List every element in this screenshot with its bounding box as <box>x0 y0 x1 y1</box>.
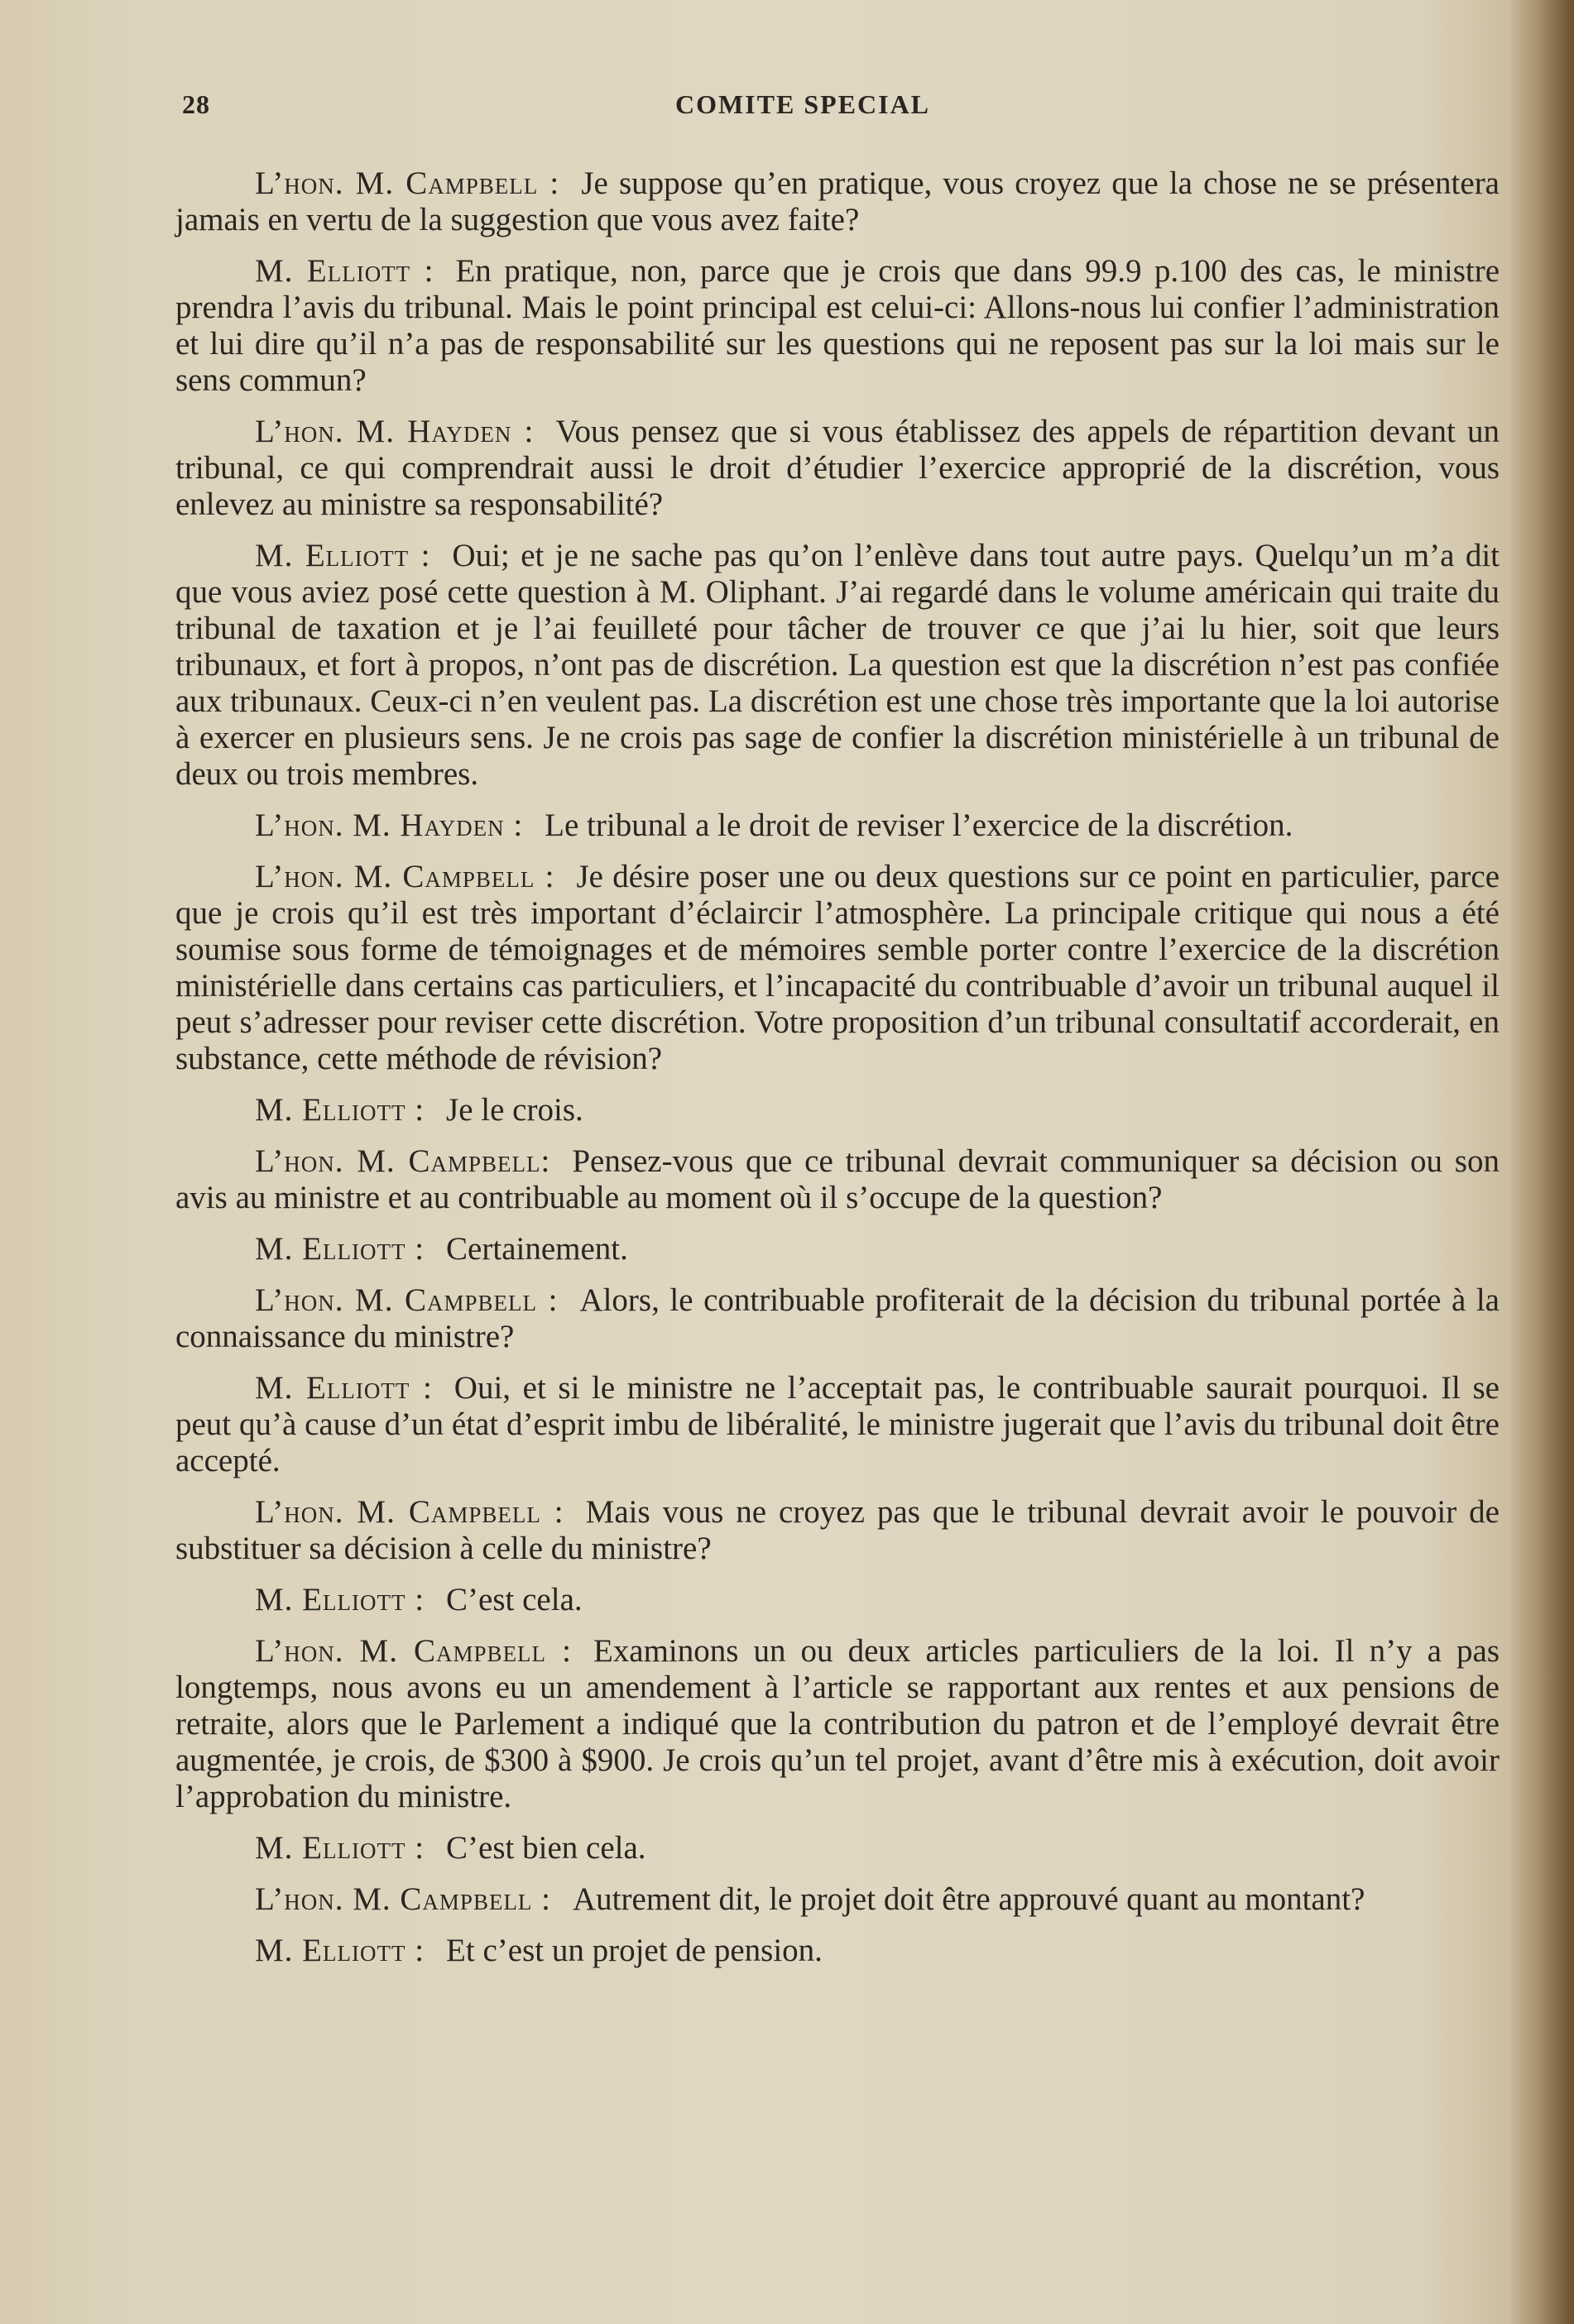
speaker-name: M. Elliott : <box>255 538 431 573</box>
speaker-name: M. Elliott : <box>255 1582 425 1617</box>
dialogue-text: Je le crois. <box>446 1092 583 1128</box>
dialogue-text: Oui; et je ne sache pas qu’on l’enlève dans tout autre pays. Quelqu’un m’a dit que vous aviez posé cette question à M. Oliphant. J’ai regardé dans le volume américain qui traite du tribunal de taxation et je l’ai feuilleté pour tâcher de trouver ce que j’ai lu hier, soit que leurs tribunaux, et fort à propos, n’ont pas de discrétion. La question est que la discrétion n’est pas confiée aux tribunaux. Ceux-ci n’en veulent pas. La discrétion est une chose très importante que la loi autorise à exercer en plusieurs sens. Je ne crois pas sage de confier la discrétion ministérielle à un tribunal de deux ou trois membres. <box>175 538 1500 792</box>
speaker-name: M. Elliott : <box>255 1830 425 1866</box>
dialogue-text: C’est bien cela. <box>446 1830 646 1866</box>
speaker-name: M. Elliott : <box>255 253 434 289</box>
speaker-name: L’hon. M. Campbell : <box>255 165 560 201</box>
dialogue-text: Alors, le contribuable profiterait de la décision du tribunal portée à la connaissance du ministre? <box>175 1282 1500 1354</box>
dialogue-paragraph <box>175 1933 1500 1969</box>
speaker-name: L’hon. M. Campbell : <box>255 1633 572 1669</box>
dialogue-paragraph <box>175 1231 1500 1267</box>
dialogue-text: Je suppose qu’en pratique, vous croyez que la chose ne se présentera jamais en vertu de la suggestion que vous avez faite? <box>175 165 1500 237</box>
dialogue-text: Pensez-vous que ce tribunal devrait communiquer sa décision ou son avis au ministre et au contribuable au moment où il s’occupe de la question? <box>175 1143 1500 1215</box>
dialogue-paragraph <box>175 1494 1500 1567</box>
speaker-name: M. Elliott : <box>255 1231 425 1267</box>
speaker-name: M. Elliott : <box>255 1933 425 1968</box>
dialogue-text: Je désire poser une ou deux questions sur ce point en particulier, parce que je crois qu’il est très important d’éclaircir l’atmosphère. La principale critique qui nous a été soumise sous forme de témoignages et de mémoires semble porter contre l’exercice de la discrétion ministérielle dans certains cas particuliers, et l’incapacité du contribuable d’avoir un tribunal auquel il peut s’adresser pour reviser cette discrétion. Votre proposition d’un tribunal consultatif accorderait, en substance, cette méthode de révision? <box>175 859 1500 1076</box>
dialogue-paragraph <box>175 1092 1500 1128</box>
dialogue-text: Autrement dit, le projet doit être approuvé quant au montant? <box>573 1881 1365 1917</box>
dialogue-text: Oui, et si le ministre ne l’acceptait pas, le contribuable saurait pourquoi. Il se peut qu’à cause d’un état d’esprit imbu de libéralité, le ministre jugerait que l’avis du tribunal doit être accepté. <box>175 1370 1500 1478</box>
speaker-name: M. Elliott : <box>255 1092 425 1128</box>
dialogue-paragraph <box>175 1881 1500 1918</box>
dialogue-text: Mais vous ne croyez pas que le tribunal devrait avoir le pouvoir de substituer sa décision à celle du ministre? <box>175 1494 1500 1566</box>
speaker-name: L’hon. M. Hayden : <box>255 414 535 449</box>
speaker-name: L’hon. M. Campbell : <box>255 1881 552 1917</box>
dialogue-paragraph <box>175 253 1500 399</box>
dialogue-paragraph <box>175 1282 1500 1355</box>
dialogue-text: Vous pensez que si vous établissez des appels de répartition devant un tribunal, ce qui comprendrait aussi le droit d’étudier l’exercice approprié de la discrétion, vous enlevez au ministre sa responsabilité? <box>175 414 1500 522</box>
dialogue-paragraph <box>175 414 1500 523</box>
speaker-name: L’hon. M. Campbell: <box>255 1143 551 1179</box>
speaker-name: M. Elliott : <box>255 1370 433 1406</box>
book-spine-shadow <box>1508 0 1574 2324</box>
page-header <box>182 89 1423 126</box>
dialogue-text: Le tribunal a le droit de reviser l’exercice de la discrétion. <box>545 807 1293 843</box>
dialogue-text: Examinons un ou deux articles particuliers de la loi. Il n’y a pas longtemps, nous avons eu un amendement à l’article se rapportant aux rentes et aux pensions de retraite, alors que le Parlement a indiqué que la contribution du patron et de l’employé devrait être augmentée, je crois, de $300 à $900. Je crois qu’un tel projet, avant d’être mis à exécution, doit avoir l’approbation du ministre. <box>175 1633 1500 1814</box>
transcript-body <box>175 165 1500 1984</box>
dialogue-paragraph <box>175 538 1500 793</box>
dialogue-paragraph <box>175 1370 1500 1479</box>
running-title: COMITE SPECIAL <box>674 89 931 119</box>
dialogue-text: C’est cela. <box>446 1582 583 1617</box>
dialogue-text: Et c’est un projet de pension. <box>446 1933 823 1968</box>
speaker-name: L’hon. M. Campbell : <box>255 1494 564 1530</box>
dialogue-paragraph <box>175 859 1500 1077</box>
dialogue-paragraph <box>175 1582 1500 1618</box>
dialogue-paragraph <box>175 1633 1500 1815</box>
dialogue-text: En pratique, non, parce que je crois que dans 99.9 p.100 des cas, le ministre prendra l’avis du tribunal. Mais le point principal est celui-ci: Allons-nous lui confier l’administration et lui dire qu’il n’a pas de responsabilité sur les questions qui ne reposent pas sur la loi mais sur le sens commun? <box>175 253 1500 398</box>
dialogue-paragraph <box>175 1143 1500 1216</box>
speaker-name: L’hon. M. Campbell : <box>255 1282 559 1318</box>
dialogue-paragraph <box>175 1830 1500 1866</box>
speaker-name: L’hon. M. Campbell : <box>255 859 555 894</box>
dialogue-text: Certainement. <box>446 1231 628 1267</box>
dialogue-paragraph <box>175 807 1500 844</box>
page-number: 28 <box>182 89 210 119</box>
speaker-name: L’hon. M. Hayden : <box>255 807 524 843</box>
dialogue-paragraph <box>175 165 1500 238</box>
